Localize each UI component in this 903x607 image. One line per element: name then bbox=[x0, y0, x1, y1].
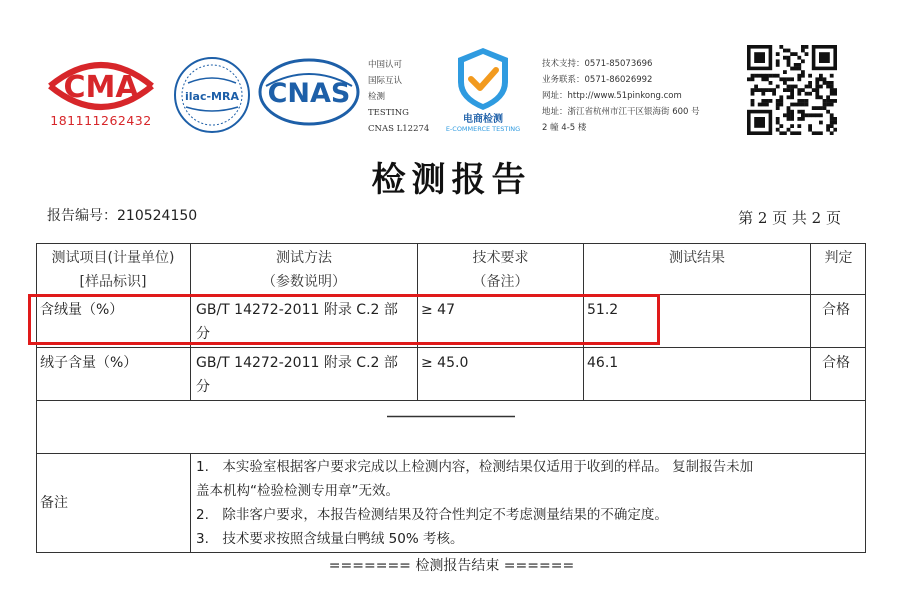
cnas-logo-text: CNAS bbox=[267, 78, 351, 109]
row1-result: 51.2 bbox=[587, 302, 619, 318]
cnas-logo bbox=[258, 56, 360, 126]
recognition-line: 国际互认 bbox=[368, 76, 403, 86]
row1-method-line2: 分 bbox=[196, 326, 210, 342]
note-line: 3. 技术要求按照含绒量白鸭绒 50% 考核。 bbox=[196, 531, 464, 547]
results-table bbox=[36, 243, 866, 553]
header-requirement bbox=[418, 246, 583, 294]
row2-judgement: 合格 bbox=[822, 355, 850, 371]
row2-item: 绒子含量（%） bbox=[40, 355, 138, 371]
report-title: 检测报告 bbox=[371, 160, 532, 200]
ecommerce-logo-cn: 电商检测 bbox=[463, 114, 503, 125]
row1-item: 含绒量（%） bbox=[40, 302, 124, 318]
header-test-item-line1: 测试项目(计量单位) bbox=[51, 250, 175, 266]
header-requirement-line1: 技术要求 bbox=[472, 250, 529, 266]
ilac-mra-logo bbox=[172, 55, 252, 135]
ilac-logo-text: ilac-MRA bbox=[185, 90, 239, 103]
cma-logo-text: CMA bbox=[63, 70, 139, 105]
contact-address: 地址：浙江省杭州市江干区银海街 600 号 bbox=[542, 107, 700, 117]
note-line: 盖本机构“检验检测专用章”无效。 bbox=[196, 483, 399, 499]
row1-judgement: 合格 bbox=[822, 302, 850, 318]
row2-method-line1: GB/T 14272-2011 附录 C.2 部 bbox=[196, 355, 398, 371]
contact-address-2: 2 幢 4-5 楼 bbox=[542, 123, 587, 133]
header-test-method-line1: 测试方法 bbox=[276, 250, 332, 266]
note-line: 1. 本实验室根据客户要求完成以上检测内容，检测结果仅适用于收到的样品。 复制报告未加 bbox=[196, 459, 754, 475]
header-test-method bbox=[191, 246, 417, 294]
header-test-item bbox=[36, 246, 190, 294]
contact-website[interactable]: 网址：http://www.51pinkong.com bbox=[542, 91, 682, 101]
recognition-line: 中国认可 bbox=[368, 60, 403, 70]
report-number: 报告编号：210524150 bbox=[47, 208, 198, 224]
ecommerce-logo-en: E-COMMERCE TESTING bbox=[445, 125, 521, 132]
row2-requirement: ≥ 45.0 bbox=[421, 355, 469, 371]
header-test-item-line2: [样品标识] bbox=[79, 274, 147, 290]
row2-method-line2: 分 bbox=[196, 379, 210, 395]
contact-business: 业务联系：0571-86026992 bbox=[542, 75, 653, 85]
notes-label: 备注 bbox=[40, 495, 68, 511]
recognition-line: 检测 bbox=[368, 92, 386, 102]
cma-logo bbox=[40, 52, 162, 130]
row2-method bbox=[196, 351, 416, 399]
note-line: 2. 除非客户要求，本报告检测结果及符合性判定不考虑测量结果的不确定度。 bbox=[196, 507, 668, 523]
header-result: 测试结果 bbox=[669, 250, 725, 266]
header-test-method-line2: （参数说明） bbox=[262, 274, 346, 290]
header-requirement-line2: （备注） bbox=[472, 274, 529, 290]
highlight-box bbox=[28, 294, 660, 345]
notes-content bbox=[196, 455, 861, 551]
recognition-line: TESTING bbox=[368, 108, 409, 118]
row1-requirement: ≥ 47 bbox=[421, 302, 455, 318]
page-info: 第 2 页 共 2 页 bbox=[738, 209, 841, 227]
contact-tech-support: 技术支持：0571-85073696 bbox=[542, 59, 653, 69]
row1-method-line1: GB/T 14272-2011 附录 C.2 部 bbox=[196, 302, 398, 318]
report-end-marker: ======= 检测报告结束 ====== bbox=[328, 558, 575, 574]
header-judgement: 判定 bbox=[824, 250, 853, 266]
row2-result: 46.1 bbox=[587, 355, 619, 371]
recognition-text bbox=[368, 57, 429, 137]
recognition-line: CNAS L12274 bbox=[368, 124, 430, 134]
cma-number: 181111262432 bbox=[50, 113, 152, 128]
qr-code-icon bbox=[747, 45, 837, 135]
contact-info bbox=[542, 56, 700, 136]
ecommerce-testing-logo bbox=[438, 44, 528, 132]
